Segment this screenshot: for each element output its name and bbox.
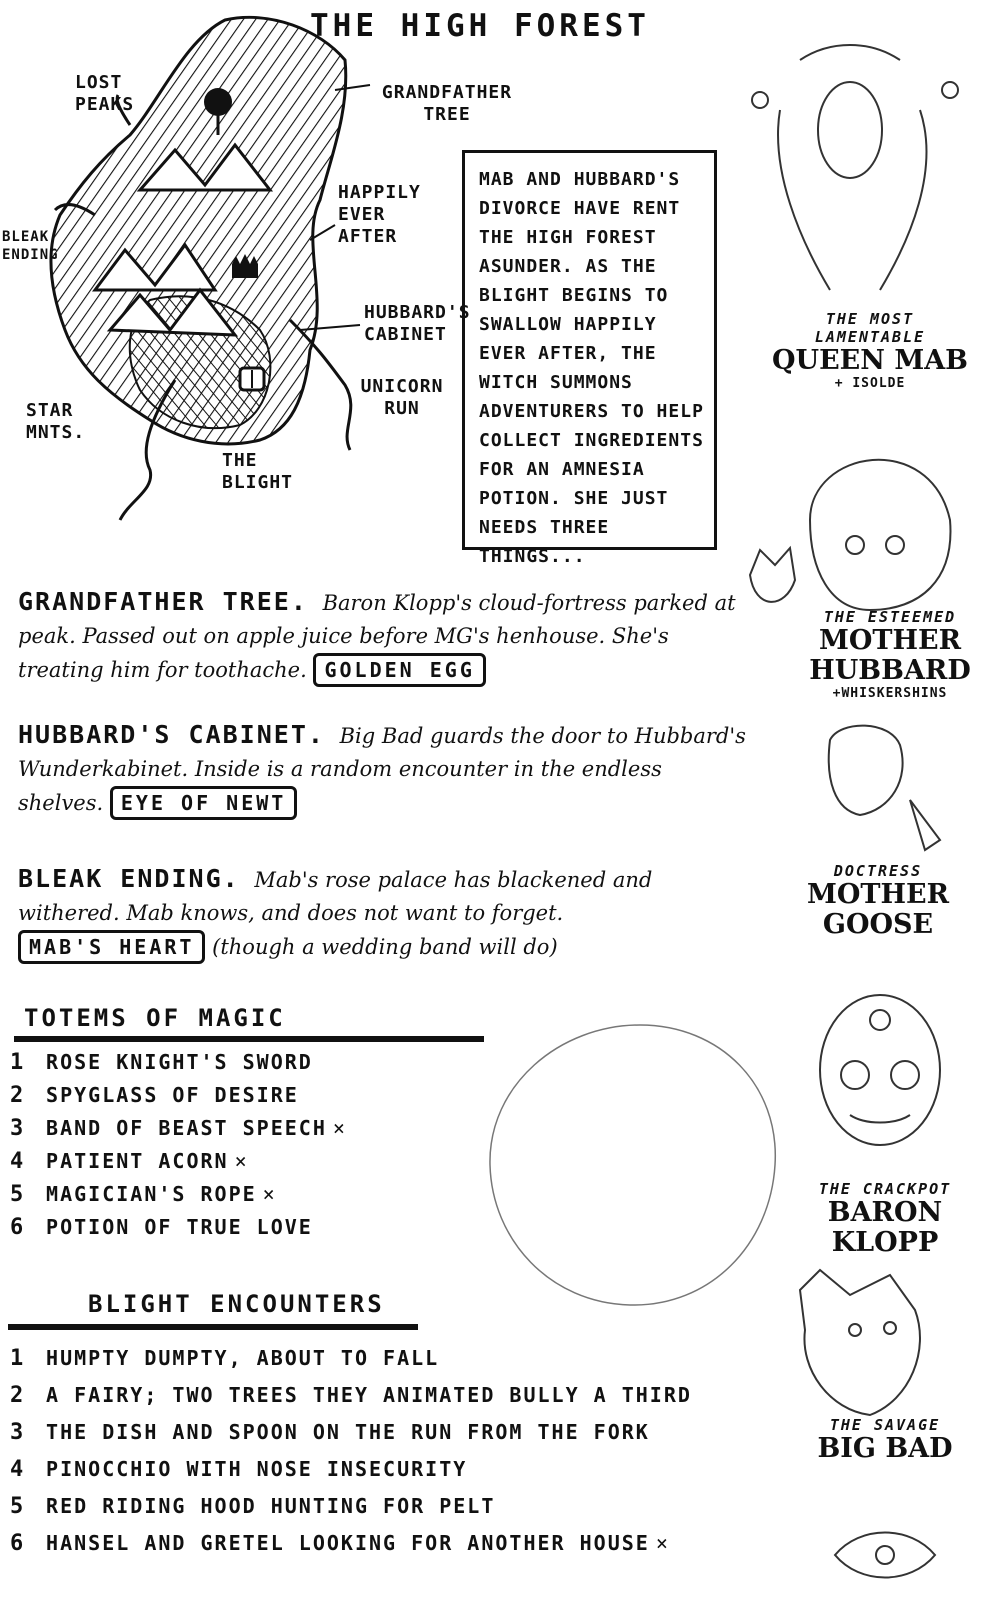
location-heading: GRANDFATHER TREE. (18, 587, 308, 616)
npc-mother-goose (778, 862, 978, 940)
list-item: 3 BAND OF BEAST SPEECH × (10, 1116, 347, 1141)
location-heading: BLEAK ENDING. (18, 864, 240, 893)
baron-klopp-portrait-icon (820, 995, 940, 1145)
list-item: 2 SPYGLASS OF DESIRE (10, 1083, 299, 1108)
cabinet-icon (240, 368, 264, 390)
location-hubbards-cabinet (18, 718, 753, 820)
item-box-mabs-heart: MAB'S HEART (18, 930, 205, 964)
list-item: 6 HANSEL AND GRETEL LOOKING FOR ANOTHER HOUSE × (10, 1531, 670, 1556)
npc-mother-hubbard (790, 608, 990, 701)
npc-name: BARON KLOPP (827, 1197, 943, 1258)
npc-queen-mab (770, 310, 970, 391)
npc-companion: +WHISKERSHINS (832, 686, 948, 701)
palace-icon (232, 254, 258, 278)
location-text: Big Bad guards the door to Hubbard's Wunderkabinet. Inside is a random encounter in the endless shelves. (18, 724, 746, 815)
crossed-off-mark: × (332, 1116, 347, 1140)
npc-companion: + ISOLDE (834, 376, 906, 391)
map-label-bleak-ending: BLEAK ENDING (2, 229, 59, 263)
npc-big-bad (785, 1416, 985, 1464)
totems-title: TOTEMS OF MAGIC (24, 1004, 286, 1032)
list-item: 4 PINOCCHIO WITH NOSE INSECURITY (10, 1457, 468, 1482)
npc-name: QUEEN MAB (772, 345, 968, 376)
map-label-grandfather-tree: GRANDFATHER TREE (381, 82, 513, 125)
item-box-golden-egg: GOLDEN EGG (313, 653, 485, 687)
list-item: 1 ROSE KNIGHT'S SWORD (10, 1050, 313, 1075)
map-label-hubbards-cabinet: HUBBARD'S CABINET (364, 302, 471, 345)
list-item: 5 RED RIDING HOOD HUNTING FOR PELT (10, 1494, 496, 1519)
totems-list (10, 1046, 347, 1244)
mother-goose-portrait-icon (829, 726, 940, 850)
list-item: 3 THE DISH AND SPOON ON THE RUN FROM THE FORK (10, 1420, 650, 1445)
location-text: Mab's rose palace has blackened and withered. Mab knows, and does not want to forget. (18, 868, 653, 925)
map-label-the-blight: THE BLIGHT (222, 450, 294, 493)
crossed-off-mark: × (655, 1531, 670, 1555)
queen-mab-portrait-icon (752, 45, 958, 290)
crossed-off-mark: × (234, 1149, 249, 1173)
location-grandfather-tree (18, 585, 753, 687)
npc-epithet: THE SAVAGE (829, 1416, 941, 1434)
map-label-happily-ever-after: HAPPILY EVER AFTER (338, 182, 421, 247)
mother-hubbard-portrait-icon (750, 460, 950, 610)
npc-epithet: THE ESTEEMED (823, 608, 957, 626)
item-box-eye-of-newt: EYE OF NEWT (110, 786, 297, 820)
blight-list (10, 1340, 692, 1562)
list-item: 4 PATIENT ACORN × (10, 1149, 249, 1174)
npc-name: MOTHER HUBBARD (809, 625, 971, 686)
page-title: THE HIGH FOREST (310, 8, 650, 44)
big-bad-wolf-portrait-icon (800, 1270, 920, 1415)
list-item: 5 MAGICIAN'S ROPE × (10, 1182, 277, 1207)
list-item: 6 POTION OF TRUE LOVE (10, 1215, 313, 1240)
location-note: (though a wedding band will do) (212, 935, 558, 959)
npc-epithet: THE MOST LAMENTABLE (814, 310, 926, 346)
list-item: 1 HUMPTY DUMPTY, ABOUT TO FALL (10, 1346, 440, 1371)
npc-portraits (740, 20, 990, 1600)
eye-sigil-icon (835, 1533, 935, 1578)
intro-text-box: MAB AND HUBBARD'S DIVORCE HAVE RENT THE HIGH FOREST ASUNDER. AS THE BLIGHT BEGINS TO SWALLOW HAPPILY EVER AFTER, THE WITCH SUMMONS ADVENTURERS TO HELP COLLECT INGREDIENTS FOR AN AMNESIA POTION. SHE JUST NEEDS THREE THINGS... (462, 150, 717, 550)
totems-underline (14, 1036, 484, 1042)
map-label-unicorn-run: UNICORN RUN (360, 376, 444, 419)
npc-epithet: THE CRACKPOT (818, 1180, 952, 1198)
blight-underline (8, 1324, 418, 1330)
list-item: 2 A FAIRY; TWO TREES THEY ANIMATED BULLY A THIRD (10, 1383, 692, 1408)
location-heading: HUBBARD'S CABINET. (18, 720, 325, 749)
npc-name: MOTHER GOOSE (806, 879, 950, 940)
crossed-off-mark: × (262, 1182, 277, 1206)
blight-title: BLIGHT ENCOUNTERS (88, 1290, 385, 1318)
npc-name: BIG BAD (817, 1433, 953, 1464)
npc-baron-klopp (785, 1180, 985, 1258)
npc-epithet: DOCTRESS (833, 862, 923, 880)
map-label-lost-peaks: LOST PEAKS (75, 72, 135, 115)
location-bleak-ending (18, 862, 753, 964)
map-label-star-mnts: STAR MNTS. (26, 400, 86, 443)
location-text: Baron Klopp's cloud-fortress parked at peak. Passed out on apple juice before MG's henhouse. She's treating him for toothache. (18, 591, 736, 682)
